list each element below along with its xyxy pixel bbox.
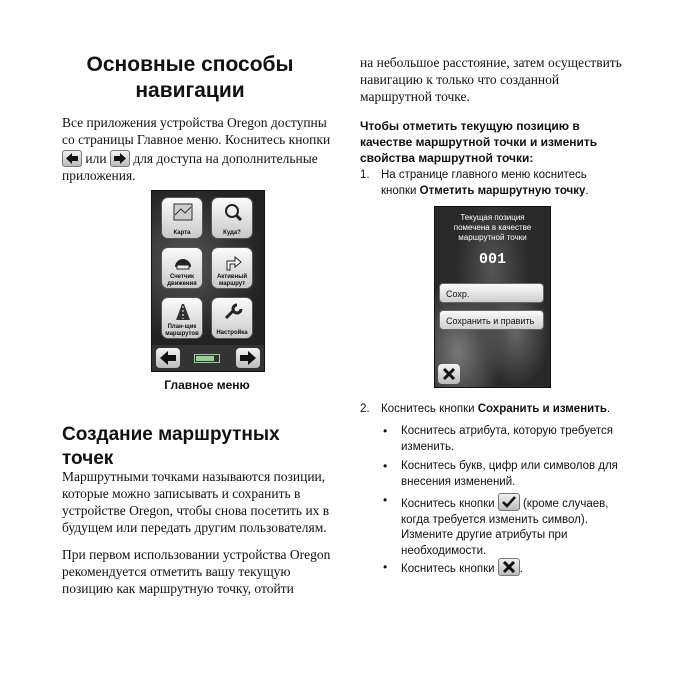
right-arrow-icon: [236, 348, 260, 368]
bullet-marker: •: [383, 560, 388, 574]
trip-computer-icon: [173, 253, 193, 271]
left-arrow-icon: [62, 150, 82, 167]
bullet-1-text: Коснитесь атрибута, которую требуется изменить.: [401, 425, 614, 453]
bullet-2-text: Коснитесь букв, цифр или символов для внесения изменений.: [401, 460, 618, 488]
figure-caption: Главное меню: [164, 378, 250, 392]
menu-next-button: [236, 348, 260, 368]
page-title: Основные способы навигации: [86, 53, 294, 102]
left-arrow-icon: [156, 348, 180, 368]
tile-trip-computer: Счетчик движения: [161, 247, 203, 289]
bullet-4-text: Коснитесь кнопки .: [401, 558, 651, 578]
battery-icon: [194, 354, 220, 363]
main-menu-screenshot: [151, 190, 265, 372]
magnifier-icon: [223, 203, 243, 221]
tile-setup: Настройка: [211, 297, 253, 339]
step-1-text: На странице главного меню коснитесь кнопки Отметить маршрутную точку.: [381, 169, 589, 197]
checkmark-icon: [498, 493, 520, 511]
mark-waypoint-screenshot: [434, 206, 551, 388]
step-2-text: Коснитесь кнопки Сохранить и изменить.: [381, 403, 611, 415]
close-icon: [498, 558, 520, 576]
menu-prev-button: [156, 348, 180, 368]
save-button[interactable]: Сохр.: [439, 283, 544, 303]
tile-active-route: Активный маршрут: [211, 247, 253, 289]
bullet-marker: •: [383, 459, 388, 473]
route-arrow-icon: [223, 253, 243, 271]
tile-map: Карта: [161, 197, 203, 239]
intro-paragraph: Все приложения устройства Oregon доступны со страницы Главное меню. Коснитесь кнопки или для доступа на дополнительные приложения.: [62, 115, 331, 183]
paragraph-continued: на небольшое расстояние, затем осуществить навигацию к только что созданной маршрутной точке.: [360, 55, 622, 104]
tile-where-to: Куда?: [211, 197, 253, 239]
map-icon: [173, 203, 193, 221]
bullet-3-text: Коснитесь кнопки (кроме случаев, когда требуется изменить символ). Измените другие атрибуты при необходимости.: [401, 493, 651, 559]
right-arrow-icon: [110, 150, 130, 167]
road-icon: [173, 303, 193, 321]
paragraph-waypoints: Маршрутными точками называются позиции, которые можно записывать и сохранить в устройстве Oregon, чтобы снова посетить их в будущем или передать другим пользователям.: [62, 469, 330, 535]
wrench-icon: [223, 303, 243, 321]
section-title: Создание маршрутных точек: [62, 424, 280, 469]
bullet-marker: •: [383, 424, 388, 438]
step-2-number: 2.: [360, 403, 370, 415]
screen-header: Текущая позиция помечена в качестве маршрутной точки: [453, 213, 532, 242]
step-1-number: 1.: [360, 169, 370, 181]
tile-route-planner: План-щик маршрутов: [161, 297, 203, 339]
bullet-marker: •: [383, 493, 388, 507]
paragraph-first-use: При первом использовании устройства Oregon рекомендуется отметить вашу текущую позицию как маршрутную точку, отойти: [62, 547, 331, 596]
waypoint-number: 001: [478, 251, 506, 268]
screen-close-button[interactable]: [438, 364, 460, 384]
close-icon: [438, 364, 460, 384]
procedure-heading: Чтобы отметить текущую позицию в качестве маршрутной точки и изменить свойства маршрутной точки:: [360, 119, 598, 165]
save-and-edit-button[interactable]: Сохранить и править: [439, 310, 544, 330]
